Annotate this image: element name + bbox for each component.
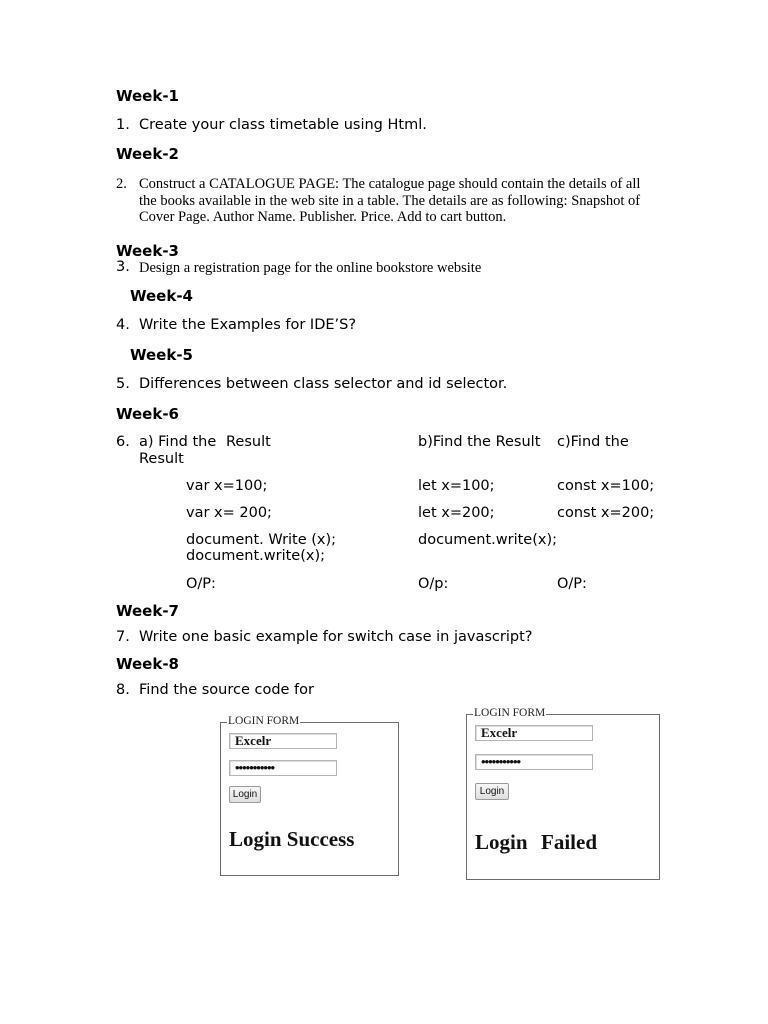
item-number: 5. <box>116 376 130 392</box>
col-c-title: c)Find the <box>557 434 629 450</box>
col-c-title-continuation: Result <box>139 451 184 467</box>
login-failed-message-b: Failed <box>541 830 597 854</box>
week-5-heading: Week-5 <box>130 346 193 364</box>
task-text: Find the source code for <box>139 682 314 698</box>
week-8-heading: Week-8 <box>116 655 179 673</box>
item-number: 7. <box>116 629 130 645</box>
task-text: Differences between class selector and id selector. <box>139 376 508 392</box>
code-line: let x=200; <box>418 505 495 521</box>
password-mask: ••••••••••• <box>235 760 275 775</box>
login-success-figure <box>220 715 399 876</box>
login-success-message: Login Success <box>229 827 355 851</box>
week-6-heading: Week-6 <box>116 405 179 423</box>
item-number: 2. <box>116 176 127 192</box>
item-number: 4. <box>116 317 130 333</box>
code-line: document.write(x); <box>418 532 558 548</box>
task-text: Design a registration page for the online bookstore website <box>139 260 482 276</box>
password-field <box>475 754 593 770</box>
login-failed-figure <box>466 707 660 880</box>
task-text-line: Construct a CATALOGUE PAGE: The catalogue page should contain the details of all <box>139 176 641 192</box>
task-text-line: Cover Page. Author Name. Publisher. Price. Add to cart button. <box>139 209 507 225</box>
col-a-title: a) Find the <box>139 434 217 450</box>
output-label: O/P: <box>186 576 216 592</box>
task-text: Write the Examples for IDE’S? <box>139 317 357 333</box>
legend-label: LOGIN FORM <box>228 715 300 727</box>
week-4-heading: Week-4 <box>130 287 193 305</box>
legend-label: LOGIN FORM <box>474 707 546 719</box>
item-number: 1. <box>116 117 130 133</box>
login-button: Login <box>475 783 509 800</box>
task-text-line: the books available in the web site in a table. The details are as following: Snapshot of <box>139 193 641 209</box>
week-1-heading: Week-1 <box>116 87 179 105</box>
output-label: O/p: <box>418 576 449 592</box>
username-value: Excelr <box>235 733 272 748</box>
week-7-heading: Week-7 <box>116 602 179 620</box>
password-field <box>229 760 337 776</box>
col-a-title-2: Result <box>226 434 271 450</box>
item-number: 6. <box>116 434 130 450</box>
password-mask: ••••••••••• <box>481 754 521 769</box>
login-button: Login <box>229 786 261 803</box>
code-line: document. Write (x); <box>186 532 337 548</box>
task-text: Create your class timetable using Html. <box>139 117 427 133</box>
week-2-heading: Week-2 <box>116 145 179 163</box>
username-field <box>475 725 593 741</box>
code-line: const x=200; <box>557 505 655 521</box>
code-line: var x= 200; <box>186 505 272 521</box>
task-text: Write one basic example for switch case in javascript? <box>139 629 533 645</box>
item-number: 3. <box>116 259 130 275</box>
col-b-title: b)Find the Result <box>418 434 541 450</box>
login-failed-message-a: Login <box>475 830 528 854</box>
code-line: var x=100; <box>186 478 268 494</box>
username-field <box>229 733 337 749</box>
code-line: const x=100; <box>557 478 655 494</box>
output-label: O/P: <box>557 576 587 592</box>
username-value: Excelr <box>481 725 518 740</box>
week-3-heading: Week-3 <box>116 242 179 260</box>
code-line: let x=100; <box>418 478 495 494</box>
code-line: document.write(x); <box>186 548 326 564</box>
item-number: 8. <box>116 682 130 698</box>
